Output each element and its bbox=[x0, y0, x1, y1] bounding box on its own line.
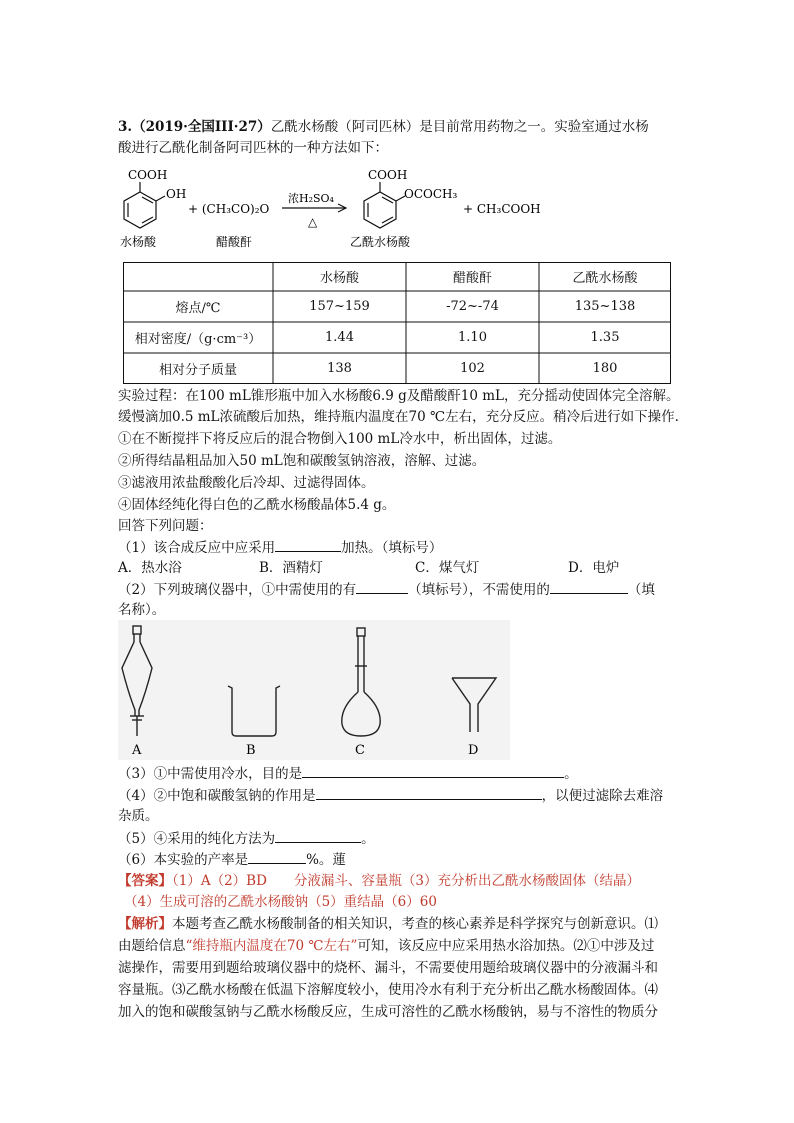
r2-name: 醋酸酐 bbox=[216, 235, 253, 249]
q4-answer-blank[interactable] bbox=[316, 785, 542, 800]
q1-answer-blank[interactable] bbox=[275, 537, 341, 552]
q4-stem bbox=[118, 785, 663, 806]
analysis-line-3: 滤操作，需要用到题给玻璃仪器中的烧杯、漏斗，不需要使用题给玻璃仪器中的分液漏斗和 bbox=[118, 960, 658, 976]
reagent-plus-1: + (CH₃CO)₂O bbox=[188, 202, 270, 216]
question-intro-text: 乙酰水杨酸（阿司匹林）是目前常用药物之一。实验室通过水杨 bbox=[270, 119, 649, 135]
table-cell: 1.10 bbox=[458, 330, 487, 345]
q5-stem-a: （5）④采用的纯化方法为 bbox=[118, 831, 276, 847]
table-cell: 138 bbox=[327, 361, 352, 376]
q2-stem-b: （填标号），不需使用的 bbox=[408, 582, 550, 598]
q4-stem-end: 杂质。 bbox=[118, 808, 159, 824]
analysis-line-1 bbox=[118, 914, 658, 934]
q2-answer-blank-1[interactable] bbox=[356, 579, 408, 594]
procedure-line: 实验过程：在100 mL锥形瓶中加入水杨酸6.9 g及醋酸酐10 mL，充分摇动使固体完全溶解。 bbox=[118, 388, 680, 404]
glassware-label-a: A bbox=[132, 743, 142, 758]
q1-stem bbox=[118, 537, 442, 558]
table-row-label-melting: 熔点/℃ bbox=[175, 301, 221, 316]
q3-answer-blank[interactable] bbox=[302, 763, 564, 778]
salicylic-acid-structure bbox=[124, 182, 165, 228]
q5-stem bbox=[118, 828, 375, 849]
q2-stem-c: （填 bbox=[627, 582, 655, 598]
answer-tag: 【答案】 bbox=[118, 873, 172, 889]
answer-text-1: （1）A（2）BD 分液漏斗、容量瓶（3）充分析出乙酰水杨酸固体（结晶） bbox=[172, 873, 641, 889]
q6-stem-b: %。蓮 bbox=[306, 852, 346, 868]
analysis-line-2 bbox=[118, 936, 654, 956]
table-cell: 157~159 bbox=[309, 299, 370, 314]
question-intro-line-1 bbox=[118, 117, 649, 137]
condition-label: △ bbox=[308, 215, 318, 229]
glassware-label-b: B bbox=[246, 743, 256, 758]
question-intro-line-2: 酸进行乙酰化制备阿司匹林的一种方法如下： bbox=[118, 140, 388, 156]
q1-option-c: C．煤气灯 bbox=[415, 560, 480, 576]
q2-answer-blank-2[interactable] bbox=[550, 579, 628, 594]
table-header-anhydride: 醋酸酐 bbox=[452, 271, 492, 286]
q2-stem-end: 名称）。 bbox=[118, 602, 166, 618]
table-header-salicylic: 水杨酸 bbox=[319, 271, 359, 286]
catalyst-label: 浓H₂SO₄ bbox=[288, 192, 334, 205]
answer-line-2: （4）生成可溶的乙酰水杨酸钠（5）重结晶（6）60 bbox=[124, 894, 437, 910]
table-row-label-density: 相对密度/（g·cm⁻³） bbox=[134, 332, 262, 347]
analysis-text-1: 本题考查乙酰水杨酸制备的相关知识，考查的核心素养是科学探究与创新意识。⑴ bbox=[172, 916, 658, 932]
q6-stem bbox=[118, 849, 346, 870]
r1-group-top: COOH bbox=[128, 168, 168, 182]
q1-option-d: D．电炉 bbox=[568, 560, 620, 576]
question-number: 3. bbox=[118, 119, 133, 135]
q1-option-a: A．热水浴 bbox=[118, 560, 182, 576]
q3-stem-b: 。 bbox=[564, 766, 578, 782]
q5-stem-b: 。 bbox=[361, 831, 375, 847]
analysis-text-2a: 由题给信息 bbox=[118, 938, 186, 954]
table-cell: 1.35 bbox=[590, 330, 620, 345]
glassware-label-c: C bbox=[355, 743, 365, 758]
r1-group-side: OH bbox=[166, 187, 187, 201]
table-cell: 102 bbox=[460, 361, 485, 376]
procedure-step-4: ④固体经纯化得白色的乙酰水杨酸晶体5.4 g。 bbox=[118, 497, 396, 513]
reaction-scheme bbox=[118, 160, 588, 260]
table-cell: 135~138 bbox=[574, 299, 636, 314]
q2-stem-a: （2）下列玻璃仪器中，①中需使用的有 bbox=[118, 582, 357, 598]
reagent-plus-2: + CH₃COOH bbox=[463, 202, 541, 216]
question-source: （2019·全国III·27） bbox=[132, 119, 271, 135]
properties-table bbox=[123, 262, 671, 384]
q3-stem-a: （3）①中需使用冷水，目的是 bbox=[118, 766, 303, 782]
q4-stem-a: （4）②中饱和碳酸氢钠的作用是 bbox=[118, 788, 316, 804]
q1-option-b: B．酒精灯 bbox=[259, 560, 323, 576]
p1-group-side: OCOCH₃ bbox=[404, 187, 458, 201]
r1-name: 水杨酸 bbox=[120, 235, 157, 249]
p1-group-top: COOH bbox=[368, 168, 408, 182]
table-cell: 1.44 bbox=[325, 330, 354, 345]
table-header-aspirin: 乙酰水杨酸 bbox=[572, 271, 638, 286]
table-cell: 180 bbox=[592, 361, 618, 376]
analysis-text-2b: 可知，该反应中应采用热水浴加热。⑵①中涉及过 bbox=[357, 938, 655, 954]
table-cell: -72~-74 bbox=[446, 299, 499, 314]
procedure-line: 缓慢滴加0.5 mL浓硫酸后加热，维持瓶内温度在70 ℃左右，充分反应。稍冷后进行如下操作. bbox=[118, 409, 679, 425]
q6-stem-a: （6）本实验的产率是 bbox=[118, 852, 249, 868]
q5-answer-blank[interactable] bbox=[275, 828, 361, 843]
glassware-label-d: D bbox=[468, 743, 479, 758]
answer-line-1 bbox=[118, 871, 640, 891]
procedure-step-1: ①在不断搅拌下将反应后的混合物倒入100 mL冷水中，析出固体，过滤。 bbox=[118, 431, 562, 447]
table-row-label-molar-mass: 相对分子质量 bbox=[158, 363, 237, 378]
procedure-step-2: ②所得结晶粗品加入50 mL饱和碳酸氢钠溶液，溶解、过滤。 bbox=[118, 453, 486, 469]
analysis-quote: “维持瓶内温度在70 ℃左右” bbox=[185, 938, 358, 954]
answer-prompt: 回答下列问题： bbox=[118, 518, 213, 534]
aspirin-structure bbox=[364, 182, 405, 228]
q1-stem-b: 加热。（填标号） bbox=[341, 540, 443, 556]
procedure-step-3: ③滤液用浓盐酸酸化后冷却、过滤得固体。 bbox=[118, 475, 375, 491]
q4-stem-b: ，以便过滤除去难溶 bbox=[541, 788, 664, 804]
q1-stem-a: （1）该合成反应中应采用 bbox=[118, 540, 276, 556]
glassware-figure bbox=[118, 620, 510, 760]
analysis-line-4: 容量瓶。⑶乙酰水杨酸在低温下溶解度较小，使用冷水有利于充分析出乙酰水杨酸固体。⑷ bbox=[118, 982, 658, 998]
q6-answer-blank[interactable] bbox=[248, 849, 306, 864]
p1-name: 乙酰水杨酸 bbox=[350, 235, 411, 249]
q2-stem bbox=[118, 579, 655, 600]
analysis-tag: 【解析】 bbox=[118, 916, 172, 932]
q3-stem bbox=[118, 763, 578, 784]
analysis-line-5: 加入的饱和碳酸氢钠与乙酰水杨酸反应，生成可溶性的乙酰水杨酸钠，易与不溶性的物质分 bbox=[118, 1004, 658, 1020]
